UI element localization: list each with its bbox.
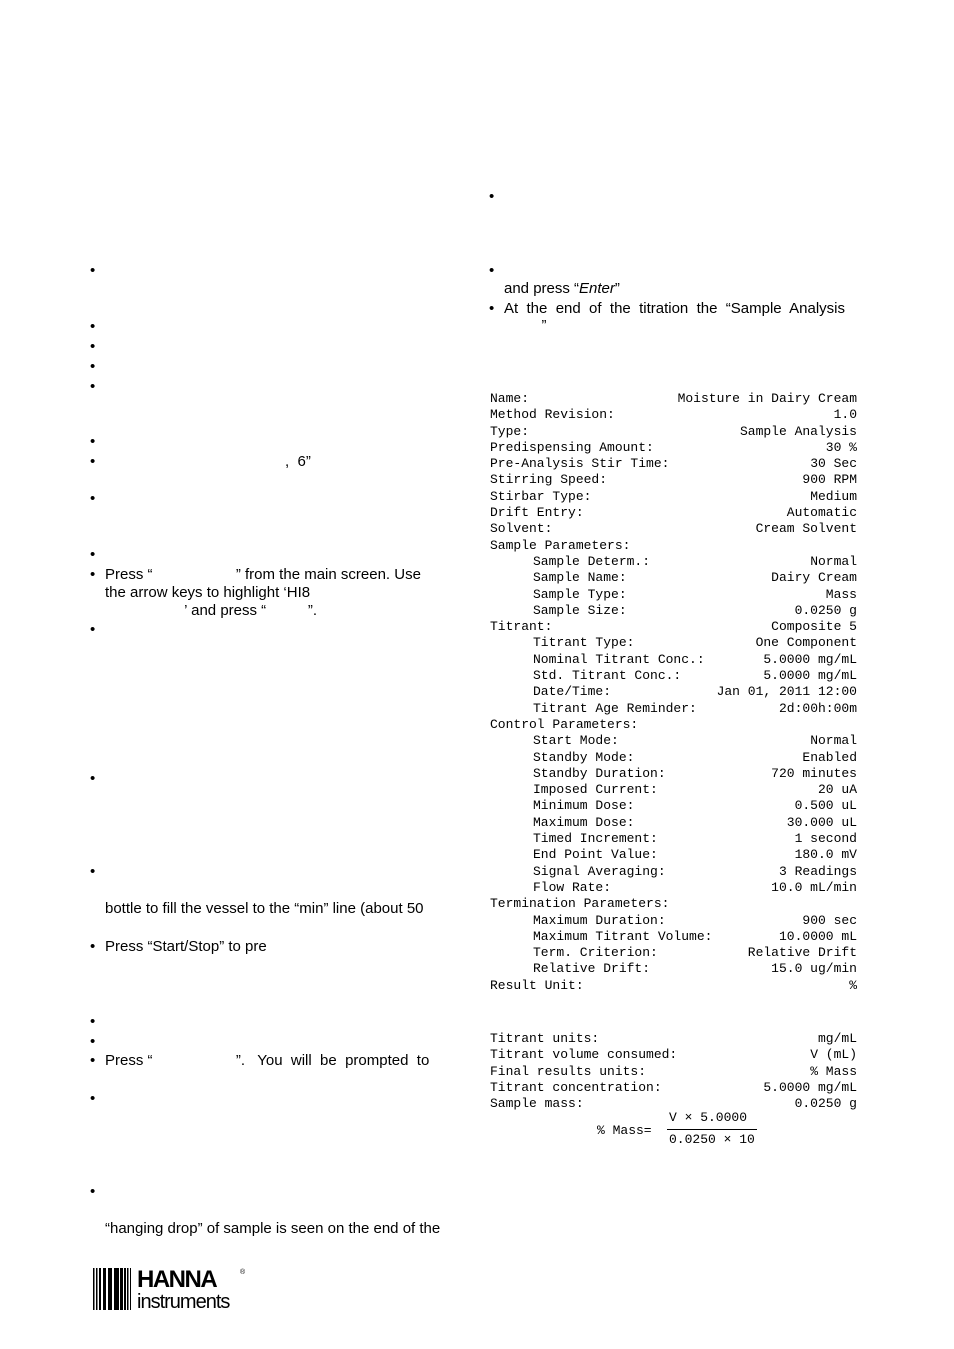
- parameter-row: [490, 668, 857, 684]
- parameter-value: 10.0000 mL: [778, 928, 857, 944]
- calculation-label: Titrant volume consumed:: [490, 1047, 678, 1063]
- left-text-line: the arrow keys to highlight ‘HI8: [105, 584, 311, 601]
- parameter-label: Signal Averaging:: [533, 863, 666, 879]
- right-text-line: [504, 280, 620, 298]
- parameter-row: [490, 505, 857, 521]
- parameter-value: Sample Analysis: [739, 423, 857, 439]
- parameter-row: [490, 929, 857, 945]
- parameter-value: 1 second: [794, 831, 857, 847]
- parameter-value: 900 sec: [802, 912, 857, 928]
- hanna-logo-mark: [92, 1266, 250, 1312]
- parameter-label: End Point Value:: [533, 847, 658, 863]
- parameter-value: Moisture in Dairy Cream: [677, 391, 857, 406]
- parameter-label: Solvent:: [490, 521, 553, 537]
- parameter-row: [490, 945, 857, 961]
- parameter-label: Drift Entry:: [490, 505, 584, 521]
- parameter-label: Predispensing Amount:: [490, 439, 654, 455]
- parameter-value: 5.0000 mg/mL: [763, 651, 857, 667]
- parameter-row: [490, 587, 857, 603]
- hanna-instruments-logo: [92, 1266, 250, 1312]
- parameter-row: [490, 717, 857, 733]
- parameter-label: Standby Mode:: [533, 749, 635, 765]
- parameter-label: Flow Rate:: [533, 879, 612, 895]
- parameter-label: Result Unit:: [490, 977, 584, 993]
- formula-numerator: V × 5.0000: [669, 1110, 748, 1125]
- parameter-row: [490, 978, 857, 994]
- parameter-label: Minimum Dose:: [533, 798, 635, 814]
- parameter-row: [490, 766, 857, 782]
- parameter-row: [490, 782, 857, 798]
- left-text-line: bottle to fill the vessel to the “min” line (about 50: [105, 900, 424, 917]
- calculation-row: [490, 1047, 857, 1063]
- parameter-value: Mass: [825, 586, 857, 602]
- formula-denominator: 0.0250 × 10: [669, 1132, 755, 1147]
- calculation-value: 0.0250 g: [794, 1096, 857, 1112]
- parameter-value: Normal: [810, 733, 857, 749]
- parameter-row: [490, 831, 857, 847]
- parameter-label: Pre-Analysis Stir Time:: [490, 456, 670, 472]
- parameter-value: 3 Readings: [778, 863, 857, 879]
- parameter-value: 900 RPM: [802, 472, 857, 488]
- parameter-row: [490, 798, 857, 814]
- enter-key-label: Enter: [579, 280, 615, 297]
- parameter-row: [490, 538, 857, 554]
- logo-word-instruments: instruments: [137, 1291, 230, 1312]
- calculation-row: [490, 1064, 857, 1080]
- parameter-value: 30 %: [825, 439, 857, 455]
- calculation-label: Sample mass:: [490, 1096, 584, 1112]
- parameter-row: [490, 733, 857, 749]
- parameter-value: Jan 01, 2011 12:00: [716, 684, 857, 700]
- mass-formula: [597, 1108, 767, 1152]
- parameter-label: Sample Size:: [533, 602, 627, 618]
- parameter-row: [490, 896, 857, 912]
- parameter-label: Name:: [490, 391, 530, 406]
- calculation-value: 5.0000 mg/mL: [763, 1079, 857, 1095]
- right-text-fragment: ”: [614, 280, 620, 297]
- left-text-line: “hanging drop” of sample is seen on the end of the: [105, 1220, 441, 1237]
- parameter-row: [490, 750, 857, 766]
- parameter-row: [490, 521, 857, 537]
- parameter-label: Titrant Age Reminder:: [533, 700, 697, 716]
- parameter-row: [490, 407, 857, 423]
- right-text-line: At the end of the titration the “Sample Analysis: [504, 300, 846, 317]
- parameter-label: Control Parameters:: [490, 716, 639, 732]
- calculation-label: Final results units:: [490, 1063, 647, 1079]
- parameter-label: Method Revision:: [490, 407, 615, 423]
- parameter-label: Maximum Dose:: [533, 814, 635, 830]
- parameter-row: [490, 913, 857, 929]
- logo-registered-mark: ®: [240, 1269, 246, 1276]
- parameter-label: Sample Name:: [533, 570, 627, 586]
- parameter-value: 2d:00h:00m: [778, 700, 857, 716]
- parameter-row: [490, 701, 857, 717]
- calculation-value: V (mL): [810, 1047, 857, 1063]
- parameter-label: Term. Criterion:: [533, 945, 658, 961]
- parameter-label: Stirbar Type:: [490, 488, 592, 504]
- parameter-label: Stirring Speed:: [490, 472, 608, 488]
- parameter-value: Normal: [810, 553, 857, 569]
- calculation-label: Titrant units:: [490, 1031, 600, 1046]
- parameter-label: Date/Time:: [533, 684, 612, 700]
- calculation-value: % Mass: [810, 1063, 857, 1079]
- parameter-value: Cream Solvent: [755, 521, 857, 537]
- parameter-label: Type:: [490, 423, 530, 439]
- calculation-value: mg/mL: [817, 1031, 857, 1046]
- parameter-label: Timed Increment:: [533, 831, 658, 847]
- parameter-value: 15.0 ug/min: [771, 961, 857, 977]
- parameter-row: [490, 815, 857, 831]
- parameter-label: Start Mode:: [533, 733, 619, 749]
- parameter-value: 1.0: [833, 407, 857, 423]
- parameter-label: Relative Drift:: [533, 961, 651, 977]
- parameter-label: Termination Parameters:: [490, 896, 670, 912]
- calculation-row: [490, 1080, 857, 1096]
- parameter-label: Standby Duration:: [533, 765, 666, 781]
- parameter-value: 10.0 mL/min: [771, 879, 857, 895]
- formula-fraction-bar: [667, 1129, 757, 1130]
- parameter-value: Enabled: [802, 749, 857, 765]
- parameter-row: [490, 472, 857, 488]
- parameter-row: [490, 880, 857, 896]
- parameter-row: [490, 864, 857, 880]
- parameter-label: Sample Determ.:: [533, 553, 651, 569]
- right-text-fragment: and press “: [504, 280, 580, 297]
- parameter-row: [490, 847, 857, 863]
- logo-word-hanna: HANNA: [137, 1266, 217, 1293]
- parameter-label: Maximum Duration:: [533, 912, 666, 928]
- right-text-line: ”: [504, 317, 547, 334]
- parameter-row: [490, 635, 857, 651]
- parameter-label: Nominal Titrant Conc.:: [533, 651, 705, 667]
- parameter-value: 0.500 uL: [794, 798, 857, 814]
- parameter-row: [490, 391, 857, 407]
- parameter-value: 720 minutes: [771, 765, 857, 781]
- parameter-row: [490, 554, 857, 570]
- left-text-line: Press “ ”. You will be prompted to: [105, 1052, 430, 1069]
- parameter-value: 180.0 mV: [794, 847, 857, 863]
- left-text-line: ’ and press “ ”.: [105, 602, 317, 619]
- parameter-row: [490, 440, 857, 456]
- parameter-value: Dairy Cream: [771, 570, 857, 586]
- parameter-value: 0.0250 g: [794, 602, 857, 618]
- parameter-value: 30.000 uL: [786, 814, 857, 830]
- parameter-label: Std. Titrant Conc.:: [533, 668, 682, 684]
- method-parameters-table: [490, 391, 857, 994]
- left-text-line: Press “Start/Stop” to pre: [105, 938, 267, 955]
- parameter-value: 20 uA: [817, 782, 857, 798]
- parameter-label: Titrant Type:: [533, 635, 635, 651]
- parameter-label: Titrant:: [490, 619, 553, 635]
- parameter-label: Maximum Titrant Volume:: [533, 928, 713, 944]
- parameter-label: Sample Type:: [533, 586, 627, 602]
- parameter-label: Imposed Current:: [533, 782, 658, 798]
- left-text-fragment: , 6”: [285, 453, 311, 470]
- parameter-value: 30 Sec: [810, 456, 857, 472]
- formula-lhs: % Mass=: [597, 1123, 652, 1138]
- parameter-value: Automatic: [786, 505, 857, 521]
- parameter-row: [490, 684, 857, 700]
- parameter-value: Composite 5: [771, 619, 857, 635]
- parameter-row: [490, 489, 857, 505]
- parameter-value: One Component: [755, 635, 857, 651]
- parameter-value: Relative Drift: [747, 945, 857, 961]
- parameter-value: Medium: [810, 488, 857, 504]
- parameter-row: [490, 619, 857, 635]
- calculation-row: [490, 1031, 857, 1047]
- calculation-label: Titrant concentration:: [490, 1079, 662, 1095]
- parameter-value: %: [849, 977, 857, 993]
- parameter-row: [490, 456, 857, 472]
- left-text-line: • Press “ ” from the main screen. Use: [105, 566, 421, 583]
- parameter-row: [490, 652, 857, 668]
- calculation-table: [490, 1031, 857, 1112]
- parameter-row: [490, 424, 857, 440]
- parameter-row: [490, 961, 857, 977]
- parameter-row: [490, 603, 857, 619]
- parameter-value: 5.0000 mg/mL: [763, 668, 857, 684]
- left-bullet-10: [105, 566, 465, 620]
- parameter-row: [490, 570, 857, 586]
- parameter-label: Sample Parameters:: [490, 537, 631, 553]
